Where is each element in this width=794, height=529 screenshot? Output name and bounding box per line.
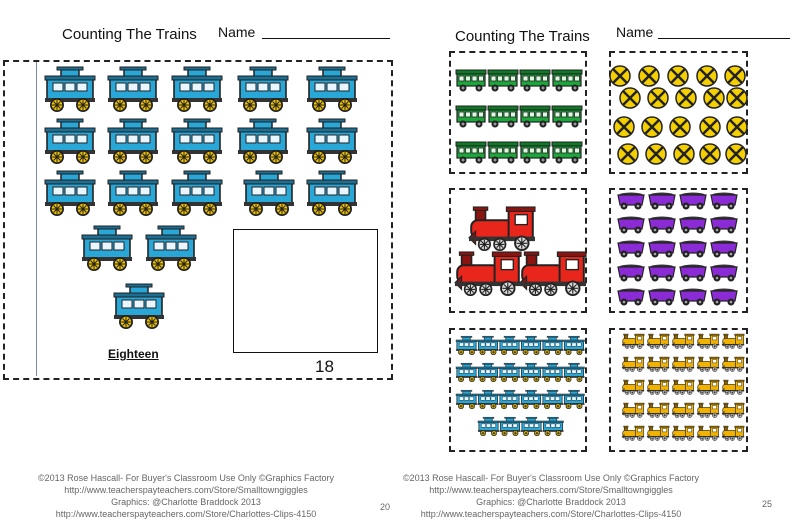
coal-car-icon <box>649 217 675 234</box>
locomotive-icon <box>697 334 719 349</box>
footer-line: http://www.teacherspayteachers.com/Store/Charlottes-Clips-4150 <box>420 509 682 519</box>
passenger-car-icon <box>488 106 518 128</box>
coal-car-icon <box>711 193 737 210</box>
caboose-icon <box>478 417 499 436</box>
coal-car-icon <box>649 193 675 210</box>
coal-car-icon <box>680 289 706 306</box>
locomotive-icon <box>672 426 694 441</box>
railroad-crossing-icon <box>697 66 717 86</box>
footer-line: ©2013 Rose Hascall- For Buyer's Classroom Use Only ©Graphics Factory <box>402 473 700 483</box>
railroad-crossing-icon <box>620 88 640 108</box>
locomotive-icon <box>622 380 644 395</box>
footer-line: Graphics: @Charlotte Braddock 2013 <box>476 497 626 507</box>
locomotive-icon <box>722 403 744 418</box>
caboose-icon <box>543 417 564 436</box>
passenger-car-icon <box>520 70 550 92</box>
passenger-car-icon <box>520 106 550 128</box>
railroad-crossing-icon <box>726 144 746 164</box>
locomotive-icon <box>697 403 719 418</box>
caboose-icon <box>564 363 585 382</box>
locomotive-icon <box>647 403 669 418</box>
railroad-crossing-icon <box>700 144 720 164</box>
passenger-car-icon <box>488 70 518 92</box>
caboose-icon <box>542 390 563 409</box>
passenger-car-icon <box>552 70 582 92</box>
locomotive-icon <box>469 207 535 251</box>
caboose-icon <box>500 417 521 436</box>
locomotive-icon <box>622 334 644 349</box>
coal-car-icon <box>618 241 644 258</box>
caboose-icon <box>478 336 499 355</box>
locomotive-icon <box>722 426 744 441</box>
footer-line: ©2013 Rose Hascall- For Buyer's Classroom Use Only ©Graphics Factory <box>37 473 335 483</box>
coal-car-icon <box>680 193 706 210</box>
passenger-car-icon <box>488 142 518 164</box>
coal-car-icon <box>618 265 644 282</box>
passenger-car-icon <box>520 142 550 164</box>
coal-car-icon <box>649 265 675 282</box>
coal-car-icon <box>618 289 644 306</box>
left-page-title: Counting The Trains <box>62 26 197 43</box>
answer-word: Eighteen <box>108 347 159 361</box>
caboose-icon <box>564 336 585 355</box>
left-name-label: Name <box>218 24 256 40</box>
caboose-icon <box>521 363 542 382</box>
coal-car-icon <box>680 217 706 234</box>
locomotive-icon <box>647 380 669 395</box>
locomotive-icon <box>672 334 694 349</box>
coal-car-icon <box>711 217 737 234</box>
railroad-crossing-icon <box>668 66 688 86</box>
locomotive-icon <box>722 357 744 372</box>
caboose-icon <box>542 363 563 382</box>
locomotive-icon <box>722 380 744 395</box>
caboose-icon <box>499 363 520 382</box>
locomotive-icon <box>697 426 719 441</box>
coal-car-icon <box>618 217 644 234</box>
footer-line: http://www.teacherspayteachers.com/Store/Smalltowngiggles <box>64 485 308 495</box>
railroad-crossing-icon <box>618 144 638 164</box>
locomotive-icon <box>622 426 644 441</box>
passenger-car-icon <box>456 106 486 128</box>
locomotive-icon <box>647 426 669 441</box>
railroad-crossing-icon <box>700 117 720 137</box>
passenger-car-icon <box>552 142 582 164</box>
coal-car-icon <box>680 241 706 258</box>
caboose-icon <box>564 390 585 409</box>
caboose-icon <box>521 336 542 355</box>
railroad-crossing-icon <box>639 66 659 86</box>
locomotive-icon <box>647 357 669 372</box>
coal-car-icon <box>711 265 737 282</box>
railroad-crossing-icon <box>648 88 668 108</box>
locomotive-icon <box>697 380 719 395</box>
locomotive-icon <box>622 357 644 372</box>
right-name-label: Name <box>616 24 654 40</box>
locomotive-icon <box>622 403 644 418</box>
railroad-crossing-icon <box>674 144 694 164</box>
passenger-car-icon <box>552 106 582 128</box>
coal-car-icon <box>618 193 644 210</box>
caboose-icon <box>521 390 542 409</box>
left-footer <box>0 472 372 520</box>
coal-car-icon <box>711 241 737 258</box>
locomotive-icon <box>455 252 521 296</box>
railroad-crossing-icon <box>725 66 745 86</box>
locomotive-icon <box>697 357 719 372</box>
locomotive-icon <box>672 403 694 418</box>
answer-numeral: 18 <box>315 357 334 376</box>
caboose-icon <box>542 336 563 355</box>
railroad-crossing-icon <box>727 88 747 108</box>
railroad-crossing-icon <box>727 117 747 137</box>
locomotive-icon <box>647 334 669 349</box>
locomotive-icon <box>722 334 744 349</box>
locomotive-icon <box>520 252 586 296</box>
coal-car-icon <box>711 289 737 306</box>
caboose-icon <box>456 336 477 355</box>
right-page-title: Counting The Trains <box>455 28 590 45</box>
right-page-number: 25 <box>762 499 773 509</box>
caboose-icon <box>478 390 499 409</box>
railroad-crossing-icon <box>704 88 724 108</box>
caboose-icon <box>478 363 499 382</box>
left-page-number: 20 <box>380 502 391 512</box>
caboose-icon <box>456 390 477 409</box>
railroad-crossing-icon <box>676 88 696 108</box>
passenger-car-icon <box>456 142 486 164</box>
passenger-car-icon <box>456 70 486 92</box>
railroad-crossing-icon <box>642 117 662 137</box>
locomotive-icon <box>672 357 694 372</box>
caboose-icon <box>499 390 520 409</box>
coal-car-icon <box>680 265 706 282</box>
caboose-icon <box>499 336 520 355</box>
caboose-icon <box>456 363 477 382</box>
railroad-crossing-icon <box>646 144 666 164</box>
railroad-crossing-icon <box>610 66 630 86</box>
footer-line: http://www.teacherspayteachers.com/Store/Smalltowngiggles <box>429 485 673 495</box>
railroad-crossing-icon <box>670 117 690 137</box>
footer-line: http://www.teacherspayteachers.com/Store/Charlottes-Clips-4150 <box>55 509 317 519</box>
coal-car-icon <box>649 241 675 258</box>
coal-car-icon <box>649 289 675 306</box>
footer-line: Graphics: @Charlotte Braddock 2013 <box>111 497 261 507</box>
right-footer <box>395 472 707 520</box>
railroad-crossing-icon <box>614 117 634 137</box>
caboose-icon <box>521 417 542 436</box>
locomotive-icon <box>672 380 694 395</box>
